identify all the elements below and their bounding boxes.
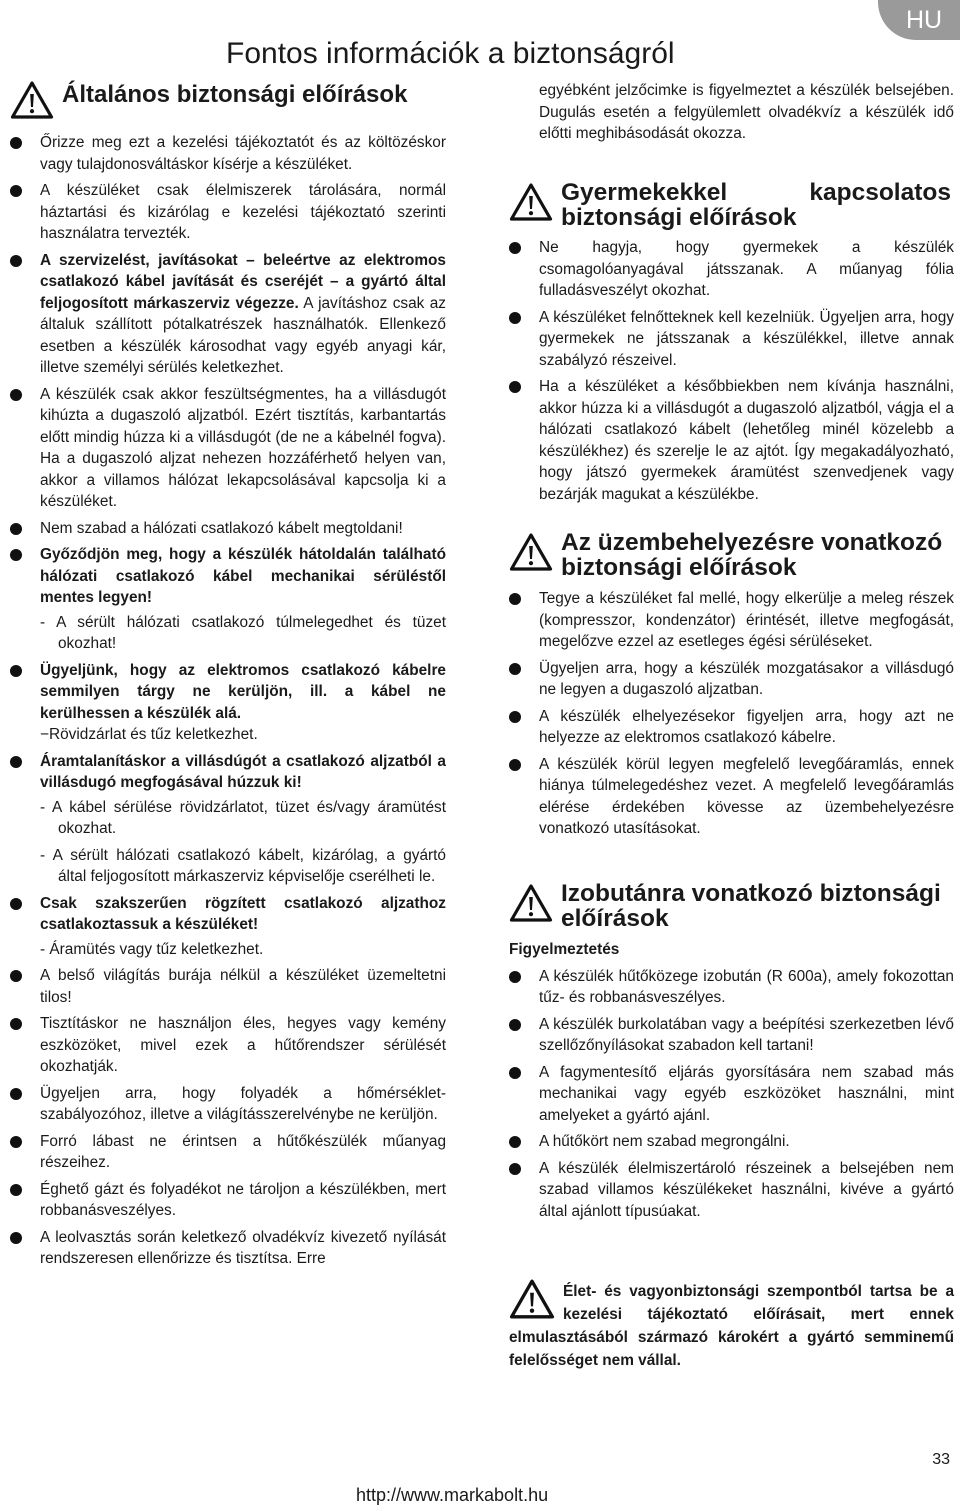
sub-item	[10, 797, 446, 840]
sub-item	[10, 724, 446, 746]
item-text: A fagymentesítő eljárás gyorsítására nem szabad más mechanikai vagy egyéb eszközöket használni, mint amelyeket a gyártó ajánl.	[539, 1063, 954, 1124]
bullet-icon	[10, 389, 22, 401]
item-text: A készülék élelmiszertároló részeinek a belsejében nem szabad villamos készülékeket használni, kivéve a gyártó által ajánlott típusúakat.	[539, 1159, 954, 1220]
list-item	[509, 706, 954, 749]
section-title: Gyermekekkel kapcsolatos biztonsági előírások	[561, 179, 951, 231]
bullet-icon	[509, 1019, 521, 1031]
list-item	[10, 518, 446, 540]
bullet-icon	[10, 756, 22, 768]
list-item	[509, 1062, 954, 1127]
warning-icon	[509, 532, 553, 572]
general-safety-list	[10, 132, 446, 1270]
sub-item-text: - A kábel sérülése rövidzárlatot, tüzet és/vagy áramütést okozhat.	[40, 798, 446, 837]
bullet-icon	[10, 1136, 22, 1148]
bullet-icon	[509, 1067, 521, 1079]
bullet-icon	[10, 1018, 22, 1030]
list-item	[509, 237, 954, 302]
bullet-icon	[10, 665, 22, 677]
page-number: 33	[932, 1451, 950, 1468]
item-text: A leolvasztás során keletkező olvadékvíz kivezető nyílását rendszeresen ellenőrizze és tisztítsa. Erre	[40, 1228, 446, 1267]
sub-item	[10, 845, 446, 888]
list-item	[509, 754, 954, 840]
continued-text	[509, 80, 954, 145]
list-item	[10, 180, 446, 245]
sub-item-text: - Áramütés vagy tűz keletkezhet.	[40, 940, 264, 958]
page-title: Fontos információk a biztonságról	[226, 37, 675, 70]
list-item	[10, 1227, 446, 1270]
liability-notice	[509, 1280, 954, 1372]
item-text: Ügyeljen arra, hogy folyadék a hőmérséklet-szabályozóhoz, illetve a világításszerelvénybe ne kerüljön.	[40, 1084, 446, 1123]
item-text: Ne hagyja, hogy gyermekek a készülék csomagolóanyagával játsszanak. A műanyag fólia fulladásveszélyt okozhat.	[539, 239, 954, 299]
item-text-bold: A szervizelést, javításokat – beleértve az elektromos csatlakozó kábel javítását és cseréjét – a gyártó által feljogosított márkaszerviz végezze.	[40, 251, 446, 312]
item-text: A készüléket csak élelmiszerek tárolására, normál háztartási és kizárólag e kezelési tájékoztató szerinti használatra tervezték.	[40, 182, 446, 242]
list-item	[10, 1131, 446, 1174]
bullet-icon	[10, 898, 22, 910]
installation-safety-list	[509, 588, 954, 840]
list-item	[10, 965, 446, 1008]
list-item	[10, 544, 446, 609]
list-item	[509, 1131, 954, 1153]
list-item	[10, 893, 446, 936]
isobutane-safety-heading	[509, 881, 951, 931]
bullet-icon	[10, 1184, 22, 1196]
sub-item-text: - A sérült hálózati csatlakozó kábelt, kizárólag, a gyártó által feljogosított márkaszerviz képviselője cserélheti le.	[40, 846, 446, 885]
item-text: Tegye a készüléket fal mellé, hogy elkerülje a meleg részek (kompresszor, kondenzátor) érintését, illetve megfogását, megelőzve ezzel az esetleges égési sérüléseket.	[539, 590, 954, 650]
list-item	[509, 1014, 954, 1057]
item-text: A készülék burkolatában vagy a beépítési szerkezetben lévő szellőzőnyílásokat szabadon kell tartani!	[539, 1015, 954, 1054]
sub-item	[10, 939, 446, 961]
section-title: Az üzembehelyezésre vonatkozó biztonsági előírások	[561, 529, 943, 581]
sub-item-text: −Rövidzárlat és tűz keletkezhet.	[40, 726, 258, 743]
item-text-bold: Csak szakszerűen rögzített csatlakozó aljzathoz csatlakoztassuk a készüléket!	[40, 894, 446, 933]
list-item	[10, 384, 446, 513]
item-text: Tisztításkor ne használjon éles, hegyes vagy kemény eszközöket, mivel ezek a hűtőrendszer sérülését okozhatják.	[40, 1015, 446, 1075]
list-item	[509, 588, 954, 653]
list-item	[509, 658, 954, 701]
item-text-bold: Ügyeljünk, hogy az elektromos csatlakozó kábelre semmilyen tárgy ne kerüljön, ill. a kábel ne kerülhessen a készülék alá.	[40, 661, 446, 722]
bullet-icon	[509, 663, 521, 675]
bullet-icon	[509, 711, 521, 723]
list-item	[10, 1179, 446, 1222]
item-text-bold: Áramtalanításkor a villásdúgót a csatlakozó aljzatból a villásdugó megfogásával húzzuk ki!	[40, 752, 446, 791]
item-text: Ügyeljen arra, hogy a készülék mozgatásakor a villásdugó ne legyen a dugaszoló aljzatban.	[539, 659, 954, 698]
liability-notice-text: Élet- és vagyonbiztonsági szempontból tartsa be a kezelési tájékoztató előírásait, mert ennek elmulasztásából származó károkért a gyártó semminemű felelősséget nem vállal.	[509, 1283, 954, 1369]
installation-safety-heading	[509, 530, 951, 580]
bullet-icon	[10, 549, 22, 561]
item-text-bold: Győződjön meg, hogy a készülék hátoldalán található hálózati csatlakozó kábel mechanikai sérüléstől mentes legyen!	[40, 546, 446, 606]
bullet-icon	[509, 759, 521, 771]
item-text: Éghető gázt és folyadékot ne tároljon a készülékben, mert robbanásveszélyes.	[40, 1180, 446, 1219]
list-item	[10, 751, 446, 794]
item-text: A készülék körül legyen megfelelő levegőáramlás, ennek hiánya túlmelegedéshez vezet. A megfelelő levegőáramlás elérése érdekében kövesse az üzembehelyezésre vonatkozó utasításokat.	[539, 755, 954, 837]
bullet-icon	[509, 1163, 521, 1175]
children-safety-heading	[509, 180, 954, 230]
continued-paragraph: egyébként jelzőcimke is figyelmeztet a készülék belsejében. Dugulás esetén a felgyülemlett olvadékvíz a készülék idő előtti meghibásodását okozza.	[539, 82, 954, 142]
bullet-icon	[10, 185, 22, 197]
item-text: A hűtőkört nem szabad megrongálni.	[539, 1133, 790, 1150]
children-safety-list	[509, 237, 954, 505]
bullet-icon	[10, 255, 22, 267]
bullet-icon	[10, 1088, 22, 1100]
item-text: A készülék elhelyezésekor figyeljen arra, hogy azt ne helyezze az elektromos csatlakozó kábelre.	[539, 707, 954, 746]
section-title: Általános biztonsági előírások	[62, 81, 408, 108]
item-text: A javításhoz csak az általuk szállított pótalkatrészek használhatók. Ellenkező esetben a készülék károsodhat vagy egyéb anyagi kár, illetve személyi sérülés keletkezhet.	[40, 294, 446, 376]
item-text: Nem szabad a hálózati csatlakozó kábelt megtoldani!	[40, 519, 403, 537]
warning-icon	[509, 883, 553, 923]
item-text: A belső világítás burája nélkül a készüléket üzemeltetni tilos!	[40, 967, 446, 1006]
list-item	[10, 1013, 446, 1078]
language-code: HU	[905, 5, 943, 34]
warning-label: Figyelmeztetés	[509, 941, 620, 958]
item-text: A készüléket felnőtteknek kell kezelniük. Ügyeljen arra, hogy gyermekek ne játsszanak a készülékkel, illetve annak szabályzó részeivel.	[539, 308, 954, 369]
item-text: Őrizze meg ezt a kezelési tájékoztatót és az költözéskor vagy tulajdonosváltáskor kísérje a készüléket.	[40, 134, 446, 173]
bullet-icon	[509, 242, 521, 254]
bullet-icon	[509, 593, 521, 605]
list-item	[509, 966, 954, 1009]
item-text: A készülék hűtőközege izobután (R 600a), amely fokozottan tűz- és robbanásveszélyes.	[539, 967, 954, 1006]
sub-item	[10, 612, 446, 655]
sub-item-text: - A sérült hálózati csatlakozó túlmelegedhet és tüzet okozhat!	[40, 613, 446, 652]
bullet-icon	[10, 1232, 22, 1244]
warning-icon	[509, 1278, 555, 1320]
bullet-icon	[509, 381, 521, 393]
bullet-icon	[10, 523, 22, 535]
list-item	[509, 376, 954, 505]
bullet-icon	[509, 1136, 521, 1148]
general-safety-heading	[10, 80, 407, 120]
bullet-icon	[10, 970, 22, 982]
item-text: Ha a készüléket a későbbiekben nem kívánja használni, akkor húzza ki a villásdugót a dugaszoló aljzatból, vágja el a hálózati csatlakozó kábelt (lehetőleg minél közelebb a készülékhez) és szerelje le az ajtót. Így megakadályozható, hogy játszó gyermekek áramütést szenvedjenek vagy bezárják magukat a készülékbe.	[539, 378, 954, 503]
list-item	[10, 1083, 446, 1126]
bullet-icon	[509, 971, 521, 983]
item-text: Forró lábast ne érintsen a hűtőkészülék műanyag részeihez.	[40, 1132, 446, 1171]
item-text: A készülék csak akkor feszültségmentes, ha a villásdugót kihúzta a dugaszoló aljzatból. Ezért tisztítás, karbantartás előtt mindig húzza ki a villásdugót (de ne a kábelnél fogva). Ha a dugaszoló aljzat nehezen hozzáférhető helyen van, akkor a villamos hálózat lekapcsolásával kapcsolja ki a készüléket.	[40, 385, 446, 510]
list-item	[10, 660, 446, 725]
isobutane-safety-list	[509, 939, 954, 1222]
language-badge	[878, 0, 960, 40]
footer-url[interactable]: http://www.markabolt.hu	[356, 1485, 549, 1505]
bullet-icon	[509, 312, 521, 324]
list-item	[509, 307, 954, 372]
list-item	[10, 250, 446, 379]
list-item	[509, 1158, 954, 1223]
warning-icon	[509, 182, 553, 222]
section-title: Izobutánra vonatkozó biztonsági előírások	[561, 880, 941, 932]
list-item	[10, 132, 446, 175]
bullet-icon	[10, 137, 22, 149]
warning-icon	[10, 80, 54, 120]
